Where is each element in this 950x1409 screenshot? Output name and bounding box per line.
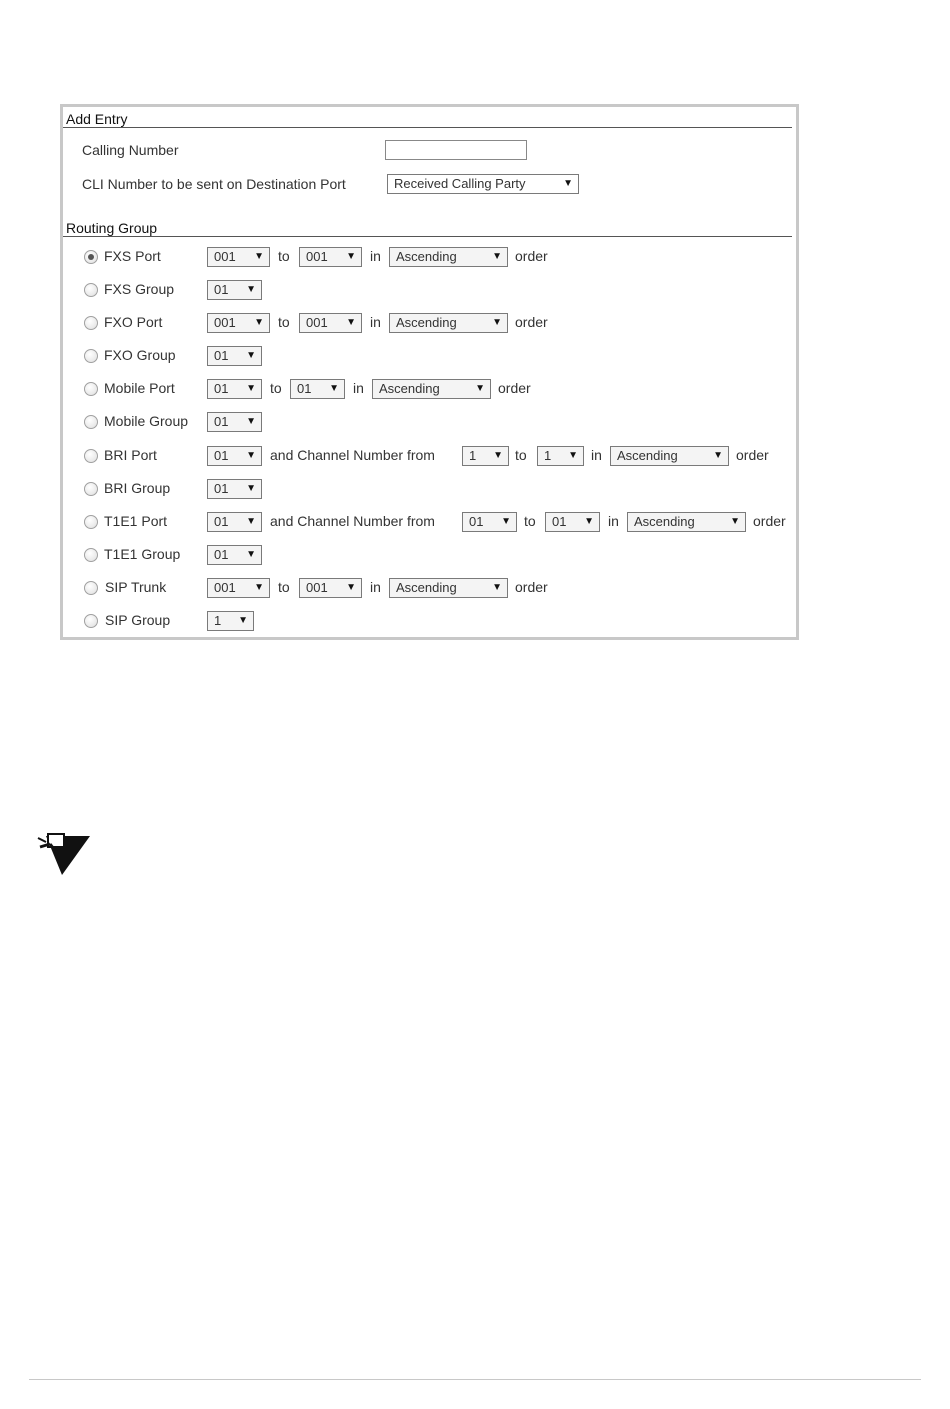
add-entry-divider [63, 127, 792, 128]
mobile-port-order-value: Ascending [379, 381, 440, 396]
bri-port-value: 01 [214, 448, 229, 463]
dropdown-arrow-icon: ▼ [492, 317, 502, 328]
dropdown-arrow-icon: ▼ [730, 516, 740, 527]
bri-group-label: BRI Group [104, 480, 171, 496]
channel-from-text: and Channel Number from [270, 513, 435, 529]
sip-trunk-to-value: 001 [306, 580, 328, 595]
fxs-port-label: FXS Port [104, 248, 161, 264]
dropdown-arrow-icon: ▼ [563, 178, 573, 189]
dropdown-arrow-icon: ▼ [329, 383, 339, 394]
footer-divider [29, 1379, 921, 1380]
note-pin-icon [36, 832, 92, 878]
t1e1-order-value: Ascending [634, 514, 695, 529]
in-text: in [370, 314, 381, 330]
dropdown-arrow-icon: ▼ [254, 582, 264, 593]
order-text: order [498, 380, 531, 396]
mobile-port-order-select[interactable] [372, 379, 491, 399]
cli-number-select-value: Received Calling Party [394, 176, 526, 191]
dropdown-arrow-icon: ▼ [254, 251, 264, 262]
bri-order-select[interactable] [610, 446, 729, 466]
dropdown-arrow-icon: ▼ [346, 582, 356, 593]
mobile-port-label: Mobile Port [104, 380, 175, 396]
fxs-port-from-value: 001 [214, 249, 236, 264]
order-text: order [736, 447, 769, 463]
fxo-port-radio[interactable] [84, 316, 98, 330]
fxo-port-label: FXO Port [104, 314, 163, 330]
add-entry-panel [60, 104, 799, 640]
dropdown-arrow-icon: ▼ [246, 350, 256, 361]
routing-group-divider [63, 236, 792, 237]
bri-port-radio[interactable] [84, 449, 98, 463]
dropdown-arrow-icon: ▼ [584, 516, 594, 527]
dropdown-arrow-icon: ▼ [246, 516, 256, 527]
t1e1-group-radio[interactable] [84, 548, 98, 562]
mobile-group-label: Mobile Group [104, 413, 189, 429]
order-text: order [515, 314, 548, 330]
order-text: order [753, 513, 786, 529]
fxo-group-radio[interactable] [84, 349, 98, 363]
routing-group-title: Routing Group [66, 220, 158, 236]
add-entry-title: Add Entry [66, 111, 128, 127]
fxo-port-order-select[interactable] [389, 313, 508, 333]
fxs-group-radio[interactable] [84, 283, 98, 297]
dropdown-arrow-icon: ▼ [493, 450, 503, 461]
sip-trunk-to-select[interactable] [299, 578, 362, 598]
t1e1-port-select[interactable] [207, 512, 262, 532]
sip-group-label: SIP Group [105, 612, 171, 628]
bri-group-value: 01 [214, 481, 229, 496]
fxo-port-from-value: 001 [214, 315, 236, 330]
dropdown-arrow-icon: ▼ [501, 516, 511, 527]
bri-group-select[interactable] [207, 479, 262, 499]
fxo-group-select[interactable] [207, 346, 262, 366]
fxo-port-order-value: Ascending [396, 315, 457, 330]
dropdown-arrow-icon: ▼ [246, 549, 256, 560]
fxs-port-from-select[interactable] [207, 247, 270, 267]
fxo-group-value: 01 [214, 348, 229, 363]
dropdown-arrow-icon: ▼ [713, 450, 723, 461]
fxo-port-to-select[interactable] [299, 313, 362, 333]
cli-number-label: CLI Number to be sent on Destination Port [82, 176, 346, 192]
cli-number-select[interactable] [387, 174, 579, 194]
mobile-port-to-value: 01 [297, 381, 312, 396]
t1e1-channel-from-value: 01 [469, 514, 484, 529]
bri-port-label: BRI Port [104, 447, 157, 463]
t1e1-port-radio[interactable] [84, 515, 98, 529]
dropdown-arrow-icon: ▼ [246, 416, 256, 427]
fxs-group-select[interactable] [207, 280, 262, 300]
dropdown-arrow-icon: ▼ [492, 251, 502, 262]
in-text: in [370, 248, 381, 264]
dropdown-arrow-icon: ▼ [238, 615, 248, 626]
mobile-group-select[interactable] [207, 412, 262, 432]
mobile-group-value: 01 [214, 414, 229, 429]
sip-group-value: 1 [214, 613, 222, 628]
to-text: to [278, 314, 290, 330]
bri-channel-to-value: 1 [544, 448, 552, 463]
to-text: to [278, 248, 290, 264]
sip-trunk-order-value: Ascending [396, 580, 457, 595]
dropdown-arrow-icon: ▼ [568, 450, 578, 461]
in-text: in [370, 579, 381, 595]
t1e1-order-select[interactable] [627, 512, 746, 532]
bri-channel-from-value: 1 [469, 448, 477, 463]
sip-trunk-from-select[interactable] [207, 578, 270, 598]
to-text: to [524, 513, 536, 529]
order-text: order [515, 579, 548, 595]
channel-from-text: and Channel Number from [270, 447, 435, 463]
dropdown-arrow-icon: ▼ [254, 317, 264, 328]
bri-group-radio[interactable] [84, 482, 98, 496]
t1e1-group-value: 01 [214, 547, 229, 562]
in-text: in [353, 380, 364, 396]
dropdown-arrow-icon: ▼ [246, 450, 256, 461]
dropdown-arrow-icon: ▼ [246, 483, 256, 494]
sip-trunk-order-select[interactable] [389, 578, 508, 598]
sip-group-radio[interactable] [84, 614, 98, 628]
t1e1-port-label: T1E1 Port [104, 513, 168, 529]
in-text: in [591, 447, 602, 463]
dropdown-arrow-icon: ▼ [246, 383, 256, 394]
dropdown-arrow-icon: ▼ [246, 284, 256, 295]
calling-number-label: Calling Number [82, 142, 179, 158]
bri-port-select[interactable] [207, 446, 262, 466]
dropdown-arrow-icon: ▼ [346, 251, 356, 262]
dropdown-arrow-icon: ▼ [492, 582, 502, 593]
mobile-group-radio[interactable] [84, 415, 98, 429]
dropdown-arrow-icon: ▼ [475, 383, 485, 394]
fxs-port-order-value: Ascending [396, 249, 457, 264]
sip-trunk-radio[interactable] [84, 581, 98, 595]
bri-channel-from-select[interactable] [462, 446, 509, 466]
fxo-group-label: FXO Group [104, 347, 176, 363]
t1e1-port-value: 01 [214, 514, 229, 529]
fxs-port-to-select[interactable] [299, 247, 362, 267]
t1e1-group-select[interactable] [207, 545, 262, 565]
fxs-group-value: 01 [214, 282, 229, 297]
fxs-port-radio[interactable] [84, 250, 98, 264]
to-text: to [515, 447, 527, 463]
bri-order-value: Ascending [617, 448, 678, 463]
fxs-port-order-select[interactable] [389, 247, 508, 267]
mobile-port-from-select[interactable] [207, 379, 262, 399]
to-text: to [270, 380, 282, 396]
t1e1-channel-from-select[interactable] [462, 512, 517, 532]
calling-number-input[interactable] [385, 140, 527, 160]
t1e1-channel-to-select[interactable] [545, 512, 600, 532]
order-text: order [515, 248, 548, 264]
fxo-port-to-value: 001 [306, 315, 328, 330]
mobile-port-to-select[interactable] [290, 379, 345, 399]
to-text: to [278, 579, 290, 595]
fxo-port-from-select[interactable] [207, 313, 270, 333]
t1e1-channel-to-value: 01 [552, 514, 567, 529]
sip-trunk-label: SIP Trunk [105, 579, 167, 595]
fxs-port-to-value: 001 [306, 249, 328, 264]
sip-group-select[interactable] [207, 611, 254, 631]
mobile-port-from-value: 01 [214, 381, 229, 396]
t1e1-group-label: T1E1 Group [104, 546, 181, 562]
sip-trunk-from-value: 001 [214, 580, 236, 595]
in-text: in [608, 513, 619, 529]
dropdown-arrow-icon: ▼ [346, 317, 356, 328]
bri-channel-to-select[interactable] [537, 446, 584, 466]
mobile-port-radio[interactable] [84, 382, 98, 396]
fxs-group-label: FXS Group [104, 281, 175, 297]
